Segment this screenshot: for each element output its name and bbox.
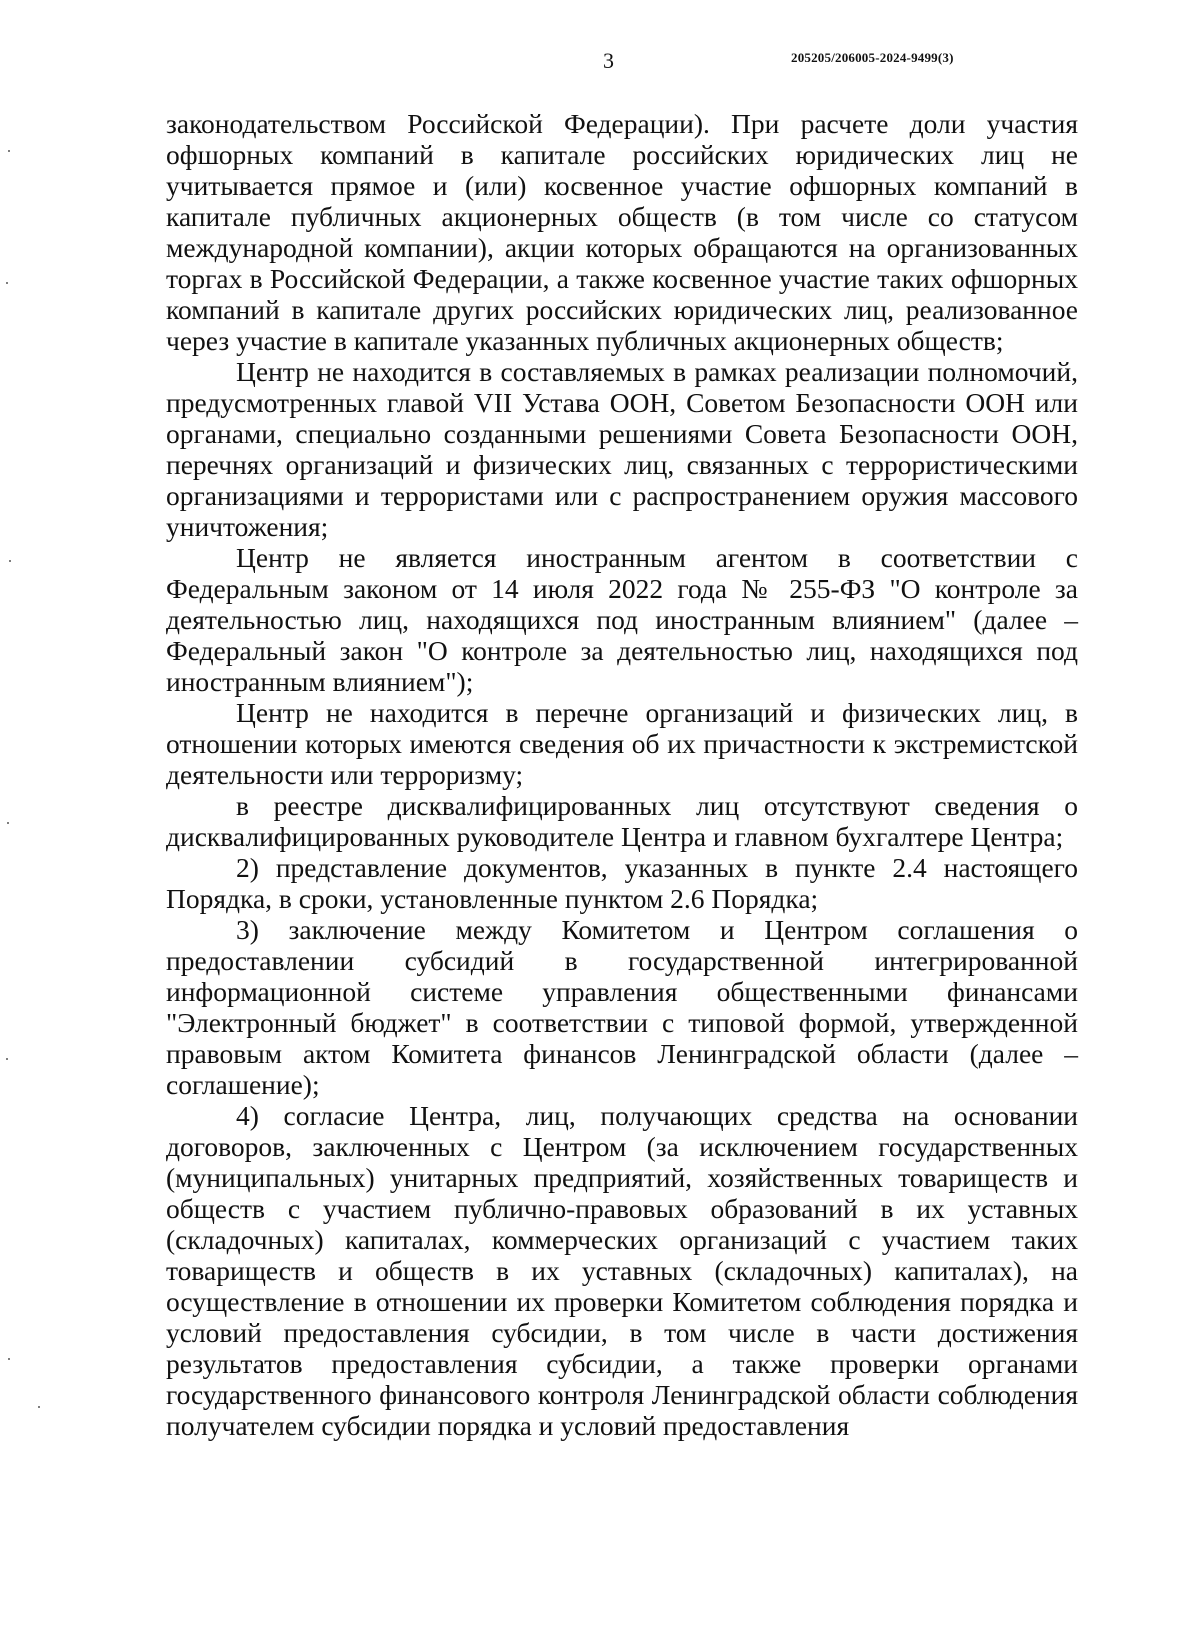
paragraph-offshore-participation: законодательством Российской Федерации). При расчете доли участия офшорных компаний в капитале российских юридических лиц не учитывается прямое и (или) косвенное участие офшорных компаний в капитале публичных акционерных обществ (в том числе со статусом международной компании), акции которых обращаются на организованных торгах в Российской Федерации, а также косвенное участие таких офшорных компаний в капитале других российских юридических лиц, реализованное через участие в капитале указанных публичных акционерных обществ; — [166, 108, 1078, 356]
paragraph-item-3-agreement: 3) заключение между Комитетом и Центром соглашения о предоставлении субсидий в государственной интегрированной информационной системе управления общественными финансами "Электронный бюджет" в соответствии с типовой формой, утвержденной правовым актом Комитета финансов Ленинградской области (далее – соглашение); — [166, 914, 1078, 1100]
paragraph-un-sanctions-lists: Центр не находится в составляемых в рамках реализации полномочий, предусмотренных главой VII Устава ООН, Советом Безопасности ООН или органами, специально созданными решениями Совета Безопасности ООН, перечнях организаций и физических лиц, связанных с террористическими организациями и террористами или с распространением оружия массового уничтожения; — [166, 356, 1078, 542]
scan-speck — [38, 1406, 40, 1408]
scan-speck — [6, 1058, 8, 1060]
scan-speck — [6, 282, 8, 284]
scan-speck — [8, 150, 10, 152]
scan-speck — [7, 822, 9, 824]
document-registration-number: 205205/206005-2024-9499(3) — [791, 50, 954, 65]
page-number: 3 — [603, 48, 614, 73]
document-body — [166, 108, 1078, 1441]
paragraph-item-2-documents: 2) представление документов, указанных в пункте 2.4 настоящего Порядка, в сроки, установленные пунктом 2.6 Порядка; — [166, 852, 1078, 914]
paragraph-item-4-consent: 4) согласие Центра, лиц, получающих средства на основании договоров, заключенных с Центром (за исключением государственных (муниципальных) унитарных предприятий, хозяйственных товариществ и обществ с участием публично-правовых образований в их уставных (складочных) капиталах, коммерческих организаций с участием таких товариществ и обществ в их уставных (складочных) капиталах), на осуществление в отношении их проверки Комитетом соблюдения порядка и условий предоставления субсидии, в том числе в части достижения результатов предоставления субсидии, а также проверки органами государственного финансового контроля Ленинградской области соблюдения получателем субсидии порядка и условий предоставления — [166, 1100, 1078, 1441]
scan-speck — [8, 1358, 10, 1360]
paragraph-extremism-list: Центр не находится в перечне организаций и физических лиц, в отношении которых имеются сведения об их причастности к экстремистской деятельности или терроризму; — [166, 697, 1078, 790]
paragraph-foreign-agent: Центр не является иностранным агентом в соответствии с Федеральным законом от 14 июля 2022 года № 255-ФЗ "О контроле за деятельностью лиц, находящихся под иностранным влиянием" (далее – Федеральный закон "О контроле за деятельностью лиц, находящихся под иностранным влиянием"); — [166, 542, 1078, 697]
paragraph-disqualified-persons: в реестре дисквалифицированных лиц отсутствуют сведения о дисквалифицированных руководителе Центра и главном бухгалтере Центра; — [166, 790, 1078, 852]
scan-speck — [9, 560, 11, 562]
